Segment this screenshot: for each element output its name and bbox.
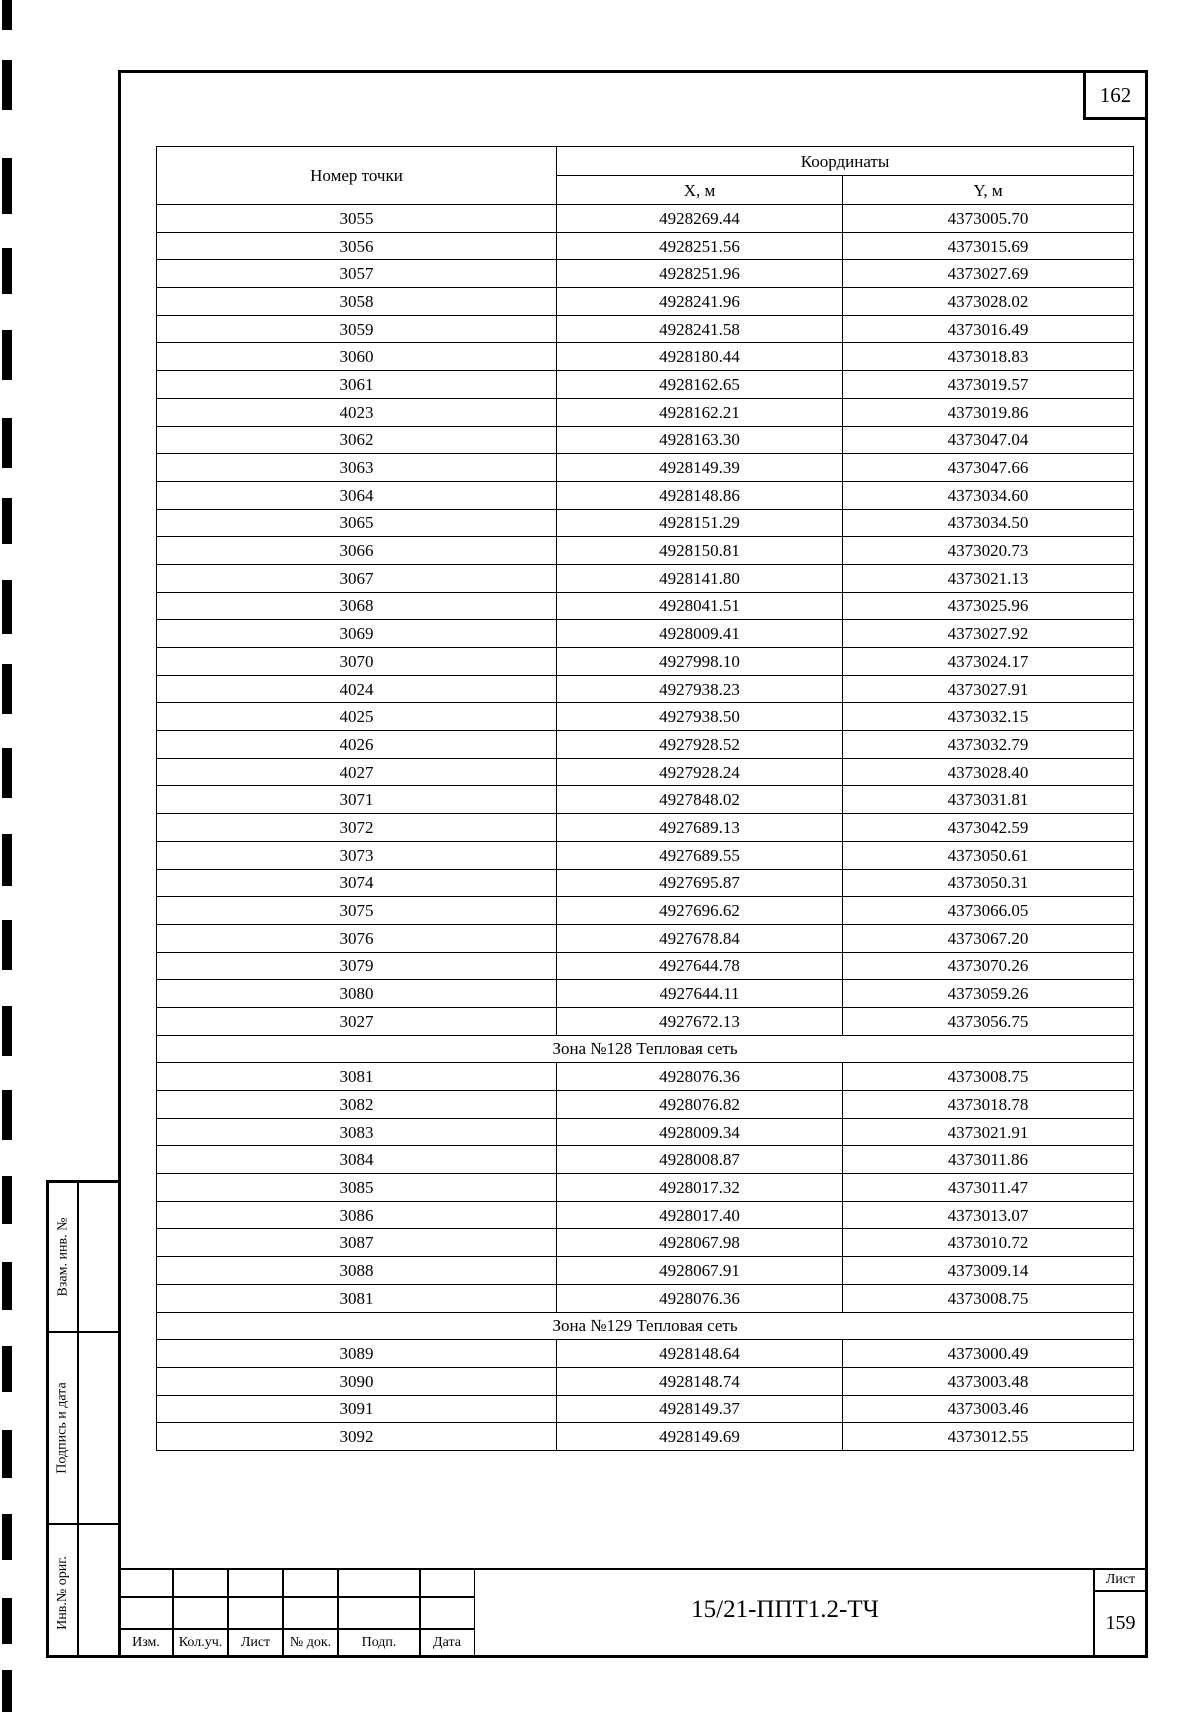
col-label-date: Дата — [433, 1635, 461, 1650]
table-row — [157, 1229, 1134, 1257]
x-coordinate-cell: 4928148.64 — [557, 1340, 843, 1368]
y-coordinate-cell: 4373027.69 — [843, 260, 1134, 288]
x-coordinate-cell: 4927672.13 — [557, 1007, 843, 1035]
x-coordinate-cell: 4928067.98 — [557, 1229, 843, 1257]
point-number-cell: 4026 — [157, 731, 557, 759]
table-row — [157, 1063, 1134, 1091]
point-number-cell: 3076 — [157, 924, 557, 952]
table-row — [157, 980, 1134, 1008]
y-coordinate-cell: 4373032.79 — [843, 731, 1134, 759]
y-coordinate-cell: 4373003.48 — [843, 1367, 1134, 1395]
replacement-inv-label: Взам. инв. № — [55, 1217, 70, 1297]
table-row — [157, 481, 1134, 509]
y-coordinate-cell: 4373003.46 — [843, 1395, 1134, 1423]
table-row — [157, 1284, 1134, 1312]
y-coordinate-cell: 4373010.72 — [843, 1229, 1134, 1257]
coordinates-header: Координаты — [557, 147, 1134, 176]
sheet-cell-divider — [1093, 1590, 1148, 1592]
y-coordinate-cell: 4373047.66 — [843, 454, 1134, 482]
point-number-cell: 3068 — [157, 592, 557, 620]
point-number-cell: 3087 — [157, 1229, 557, 1257]
y-coordinate-cell: 4373009.14 — [843, 1257, 1134, 1285]
x-coordinate-cell: 4928241.96 — [557, 288, 843, 316]
x-coordinate-cell: 4927848.02 — [557, 786, 843, 814]
point-number-cell: 3086 — [157, 1201, 557, 1229]
y-coordinate-cell: 4373021.13 — [843, 564, 1134, 592]
y-coordinate-cell: 4373027.91 — [843, 675, 1134, 703]
point-number-cell: 3062 — [157, 426, 557, 454]
x-coordinate-cell: 4928017.40 — [557, 1201, 843, 1229]
x-coordinate-cell: 4927938.50 — [557, 703, 843, 731]
x-coordinate-cell: 4928009.34 — [557, 1118, 843, 1146]
x-coordinate-cell: 4928251.96 — [557, 260, 843, 288]
x-coordinate-cell: 4927644.78 — [557, 952, 843, 980]
x-coordinate-cell: 4928148.74 — [557, 1367, 843, 1395]
x-coordinate-cell: 4927695.87 — [557, 869, 843, 897]
table-row — [157, 1367, 1134, 1395]
table-row — [157, 1146, 1134, 1174]
table-row — [157, 841, 1134, 869]
point-number-cell: 3073 — [157, 841, 557, 869]
point-number-cell: 4023 — [157, 398, 557, 426]
y-coordinate-cell: 4373034.60 — [843, 481, 1134, 509]
x-coordinate-cell: 4928148.86 — [557, 481, 843, 509]
table-body — [157, 205, 1134, 1451]
zone-header-row — [157, 1312, 1134, 1340]
point-number-cell: 3074 — [157, 869, 557, 897]
y-coordinate-cell: 4373027.92 — [843, 620, 1134, 648]
y-header: Y, м — [843, 176, 1134, 205]
point-number-cell: 3069 — [157, 620, 557, 648]
point-number-cell: 3027 — [157, 1007, 557, 1035]
y-coordinate-cell: 4373011.86 — [843, 1146, 1134, 1174]
x-coordinate-cell: 4928149.39 — [557, 454, 843, 482]
x-coordinate-cell: 4928151.29 — [557, 509, 843, 537]
y-coordinate-cell: 4373000.49 — [843, 1340, 1134, 1368]
y-coordinate-cell: 4373018.78 — [843, 1091, 1134, 1119]
point-number-cell: 3060 — [157, 343, 557, 371]
side-stamp — [46, 1180, 118, 1658]
table-row — [157, 814, 1134, 842]
table-row — [157, 1091, 1134, 1119]
x-coordinate-cell: 4928269.44 — [557, 205, 843, 233]
point-number-cell: 3056 — [157, 232, 557, 260]
x-coordinate-cell: 4928162.21 — [557, 398, 843, 426]
y-coordinate-cell: 4373021.91 — [843, 1118, 1134, 1146]
table-row — [157, 1201, 1134, 1229]
x-coordinate-cell: 4928017.32 — [557, 1174, 843, 1202]
y-coordinate-cell: 4373008.75 — [843, 1063, 1134, 1091]
point-number-cell: 3089 — [157, 1340, 557, 1368]
x-coordinate-cell: 4927689.13 — [557, 814, 843, 842]
x-coordinate-cell: 4928009.41 — [557, 620, 843, 648]
y-coordinate-cell: 4373028.40 — [843, 758, 1134, 786]
table-row — [157, 952, 1134, 980]
x-coordinate-cell: 4928041.51 — [557, 592, 843, 620]
table-row — [157, 426, 1134, 454]
zone-label: Зона №129 Тепловая сеть — [157, 1312, 1134, 1340]
point-number-cell: 3064 — [157, 481, 557, 509]
y-coordinate-cell: 4373018.83 — [843, 343, 1134, 371]
table-row — [157, 731, 1134, 759]
x-coordinate-cell: 4928149.37 — [557, 1395, 843, 1423]
table-row — [157, 869, 1134, 897]
x-coordinate-cell: 4928076.36 — [557, 1063, 843, 1091]
point-number-cell: 3084 — [157, 1146, 557, 1174]
point-number-header: Номер точки — [157, 147, 557, 205]
table-row — [157, 1340, 1134, 1368]
point-number-cell: 3088 — [157, 1257, 557, 1285]
table-row — [157, 509, 1134, 537]
point-number-cell: 4024 — [157, 675, 557, 703]
table-row — [157, 1395, 1134, 1423]
replacement-inv-cell — [49, 1183, 77, 1331]
table-row — [157, 648, 1134, 676]
y-coordinate-cell: 4373050.61 — [843, 841, 1134, 869]
table-row — [157, 537, 1134, 565]
zone-header-row — [157, 1035, 1134, 1063]
point-number-cell: 3079 — [157, 952, 557, 980]
point-number-cell: 3070 — [157, 648, 557, 676]
col-label-signature: Подп. — [361, 1635, 397, 1650]
table-row — [157, 1118, 1134, 1146]
page-number-box — [1083, 70, 1148, 120]
page-number: 162 — [1099, 82, 1132, 107]
x-coordinate-cell: 4928150.81 — [557, 537, 843, 565]
table-row — [157, 371, 1134, 399]
signature-date-label: Подпись и дата — [55, 1382, 71, 1474]
original-inv-cell — [49, 1525, 77, 1661]
y-coordinate-cell: 4373011.47 — [843, 1174, 1134, 1202]
document-code: 15/21-ППТ1.2-ТЧ — [691, 1596, 879, 1623]
table-row — [157, 564, 1134, 592]
point-number-cell: 3081 — [157, 1063, 557, 1091]
table-row — [157, 343, 1134, 371]
x-coordinate-cell: 4928251.56 — [557, 232, 843, 260]
table-row — [157, 454, 1134, 482]
y-coordinate-cell: 4373050.31 — [843, 869, 1134, 897]
x-coordinate-cell: 4927928.52 — [557, 731, 843, 759]
y-coordinate-cell: 4373024.17 — [843, 648, 1134, 676]
y-coordinate-cell: 4373015.69 — [843, 232, 1134, 260]
y-coordinate-cell: 4373028.02 — [843, 288, 1134, 316]
table-row — [157, 1174, 1134, 1202]
table-row — [157, 924, 1134, 952]
point-number-cell: 3081 — [157, 1284, 557, 1312]
y-coordinate-cell: 4373013.07 — [843, 1201, 1134, 1229]
coordinates-table — [156, 146, 1134, 1451]
table-row — [157, 315, 1134, 343]
x-coordinate-cell: 4928067.91 — [557, 1257, 843, 1285]
x-coordinate-cell: 4928141.80 — [557, 564, 843, 592]
y-coordinate-cell: 4373034.50 — [843, 509, 1134, 537]
table-row — [157, 205, 1134, 233]
x-coordinate-cell: 4928076.36 — [557, 1284, 843, 1312]
point-number-cell: 3075 — [157, 897, 557, 925]
table-row — [157, 897, 1134, 925]
y-coordinate-cell: 4373012.55 — [843, 1423, 1134, 1451]
zone-label: Зона №128 Тепловая сеть — [157, 1035, 1134, 1063]
signature-date-cell — [49, 1333, 77, 1523]
point-number-cell: 3090 — [157, 1367, 557, 1395]
x-coordinate-cell: 4928163.30 — [557, 426, 843, 454]
table-row — [157, 786, 1134, 814]
table-row — [157, 1257, 1134, 1285]
point-number-cell: 3063 — [157, 454, 557, 482]
x-coordinate-cell: 4927689.55 — [557, 841, 843, 869]
x-header: X, м — [557, 176, 843, 205]
point-number-cell: 3082 — [157, 1091, 557, 1119]
x-coordinate-cell: 4928162.65 — [557, 371, 843, 399]
y-coordinate-cell: 4373025.96 — [843, 592, 1134, 620]
y-coordinate-cell: 4373042.59 — [843, 814, 1134, 842]
point-number-cell: 4027 — [157, 758, 557, 786]
y-coordinate-cell: 4373019.57 — [843, 371, 1134, 399]
y-coordinate-cell: 4373031.81 — [843, 786, 1134, 814]
x-coordinate-cell: 4928149.69 — [557, 1423, 843, 1451]
side-stamp-divider — [77, 1183, 79, 1655]
table-row — [157, 260, 1134, 288]
y-coordinate-cell: 4373059.26 — [843, 980, 1134, 1008]
col-label-kol-uch: Кол.уч. — [178, 1635, 223, 1650]
sheet-label: Лист — [1105, 1572, 1136, 1587]
table-row — [157, 703, 1134, 731]
x-coordinate-cell: 4927678.84 — [557, 924, 843, 952]
y-coordinate-cell: 4373032.15 — [843, 703, 1134, 731]
x-coordinate-cell: 4928180.44 — [557, 343, 843, 371]
col-label-list: Лист — [240, 1635, 271, 1650]
col-label-izm: Изм. — [132, 1635, 160, 1650]
sheet-number: 159 — [1105, 1612, 1136, 1634]
x-coordinate-cell: 4928076.82 — [557, 1091, 843, 1119]
col-label-doc-no: № док. — [289, 1635, 332, 1650]
x-coordinate-cell: 4927696.62 — [557, 897, 843, 925]
x-coordinate-cell: 4927998.10 — [557, 648, 843, 676]
table-row — [157, 592, 1134, 620]
table-row — [157, 1007, 1134, 1035]
x-coordinate-cell: 4927928.24 — [557, 758, 843, 786]
point-number-cell: 3080 — [157, 980, 557, 1008]
y-coordinate-cell: 4373019.86 — [843, 398, 1134, 426]
point-number-cell: 3067 — [157, 564, 557, 592]
table-row — [157, 398, 1134, 426]
table-row — [157, 620, 1134, 648]
point-number-cell: 3072 — [157, 814, 557, 842]
table-row — [157, 232, 1134, 260]
y-coordinate-cell: 4373016.49 — [843, 315, 1134, 343]
point-number-cell: 3083 — [157, 1118, 557, 1146]
original-inv-label: Инв.№ ориг. — [55, 1556, 71, 1630]
point-number-cell: 3061 — [157, 371, 557, 399]
y-coordinate-cell: 4373008.75 — [843, 1284, 1134, 1312]
table-row — [157, 758, 1134, 786]
table-row — [157, 288, 1134, 316]
binding-marks — [0, 0, 16, 1712]
y-coordinate-cell: 4373056.75 — [843, 1007, 1134, 1035]
point-number-cell: 3092 — [157, 1423, 557, 1451]
y-coordinate-cell: 4373005.70 — [843, 205, 1134, 233]
x-coordinate-cell: 4928008.87 — [557, 1146, 843, 1174]
y-coordinate-cell: 4373020.73 — [843, 537, 1134, 565]
point-number-cell: 3057 — [157, 260, 557, 288]
point-number-cell: 3066 — [157, 537, 557, 565]
y-coordinate-cell: 4373070.26 — [843, 952, 1134, 980]
table-row — [157, 675, 1134, 703]
point-number-cell: 3065 — [157, 509, 557, 537]
point-number-cell: 3055 — [157, 205, 557, 233]
y-coordinate-cell: 4373047.04 — [843, 426, 1134, 454]
point-number-cell: 3059 — [157, 315, 557, 343]
y-coordinate-cell: 4373066.05 — [843, 897, 1134, 925]
y-coordinate-cell: 4373067.20 — [843, 924, 1134, 952]
point-number-cell: 3085 — [157, 1174, 557, 1202]
point-number-cell: 4025 — [157, 703, 557, 731]
x-coordinate-cell: 4927644.11 — [557, 980, 843, 1008]
point-number-cell: 3058 — [157, 288, 557, 316]
point-number-cell: 3091 — [157, 1395, 557, 1423]
x-coordinate-cell: 4927938.23 — [557, 675, 843, 703]
table-row — [157, 1423, 1134, 1451]
point-number-cell: 3071 — [157, 786, 557, 814]
x-coordinate-cell: 4928241.58 — [557, 315, 843, 343]
